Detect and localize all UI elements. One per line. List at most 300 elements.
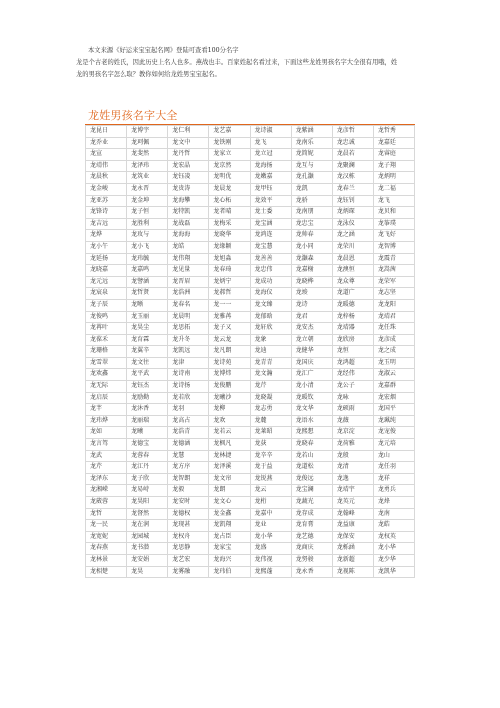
- name-cell: 龙汇广: [291, 369, 332, 381]
- name-cell: 龙道广: [332, 288, 373, 300]
- name-cell: 龙晨恩: [332, 253, 373, 265]
- name-cell: 龙林捷: [209, 450, 250, 462]
- name-cell: 龙晨明: [168, 311, 209, 323]
- name-cell: 龙荻: [250, 439, 291, 451]
- name-cell: 龙于益: [250, 462, 291, 474]
- table-row: [86, 439, 415, 451]
- name-cell: 龙子辰: [86, 299, 127, 311]
- name-cell: 龙金坤: [127, 195, 168, 207]
- name-cell: 龙泽东: [86, 473, 127, 485]
- table-row: [86, 265, 415, 277]
- name-cell: 龙凡朗: [209, 346, 250, 358]
- name-cell: 龙立冠: [250, 149, 291, 161]
- name-cell: 龙睿庭: [373, 149, 414, 161]
- name-cell: 龙麓: [250, 415, 291, 427]
- names-table-body: [86, 126, 415, 578]
- name-cell: 龙柳: [209, 404, 250, 416]
- table-row: [86, 218, 415, 230]
- name-cell: 龙文心: [209, 497, 250, 509]
- table-row: [86, 415, 415, 427]
- name-cell: 龙栎涵: [332, 543, 373, 555]
- name-cell: 龙龙阳: [373, 299, 414, 311]
- name-cell: 龙京然: [209, 160, 250, 172]
- name-cell: 龙若山: [291, 450, 332, 462]
- name-cell: 龙永香: [291, 566, 332, 578]
- name-cell: 龙宠俊: [373, 427, 414, 439]
- name-cell: 龙安时: [168, 497, 209, 509]
- name-cell: 龙努骏: [291, 554, 332, 566]
- name-cell: 龙诗: [291, 299, 332, 311]
- name-cell: 龙督然: [127, 508, 168, 520]
- name-cell: 龙筑业: [127, 172, 168, 184]
- name-cell: 龙文往: [127, 357, 168, 369]
- name-cell: 龙嘉中: [250, 508, 291, 520]
- name-cell: 龙启辰: [86, 392, 127, 404]
- name-cell: 龙凯: [291, 183, 332, 195]
- name-cell: 龙亚苏: [86, 195, 127, 207]
- name-cell: 龙文中: [168, 137, 209, 149]
- name-cell: 龙凯华: [373, 566, 414, 578]
- name-cell: 龙雪翠: [86, 357, 127, 369]
- name-cell: 龙葳蓉: [86, 497, 127, 509]
- name-cell: 龙权英: [373, 531, 414, 543]
- name-cell: 龙无际: [86, 381, 127, 393]
- table-row: [86, 346, 415, 358]
- name-cell: 龙志勇: [250, 404, 291, 416]
- name-cell: 龙靖器: [332, 323, 373, 335]
- name-cell: 龙澳恒: [332, 265, 373, 277]
- name-cell: 龙羽: [168, 404, 209, 416]
- name-cell: 龙南朋: [291, 207, 332, 219]
- name-cell: 龙晓春: [291, 439, 332, 451]
- name-cell: 龙京淀: [332, 427, 373, 439]
- name-cell: 龙胜利: [127, 218, 168, 230]
- name-cell: 龙慧: [168, 450, 209, 462]
- name-cell: 龙少华: [373, 554, 414, 566]
- name-cell: 龙雅苒: [209, 311, 250, 323]
- name-cell: 龙莱昭: [250, 427, 291, 439]
- table-row: [86, 520, 415, 532]
- table-row: [86, 543, 415, 555]
- name-cell: 龙权舟: [168, 531, 209, 543]
- name-cell: 龙钰钊: [332, 195, 373, 207]
- table-row: [86, 288, 415, 300]
- name-cell: 龙凯翔: [209, 520, 250, 532]
- name-cell: 龙心柘: [209, 195, 250, 207]
- name-cell: 龙宝澜: [291, 485, 332, 497]
- name-cell: 龙乔业: [86, 137, 127, 149]
- name-cell: 龙言驾: [86, 439, 127, 451]
- table-row: [86, 473, 415, 485]
- name-cell: 龙小飞: [127, 241, 168, 253]
- name-cell: 龙思拓: [168, 323, 209, 335]
- name-cell: 龙宽妮: [86, 531, 127, 543]
- name-cell: 龙志坚: [373, 288, 414, 300]
- name-cell: 龙梅采: [209, 218, 250, 230]
- table-row: [86, 554, 415, 566]
- name-cell: 龙艺嘉: [209, 126, 250, 138]
- name-cell: 龙一一: [209, 299, 250, 311]
- name-cell: 龙一民: [86, 520, 127, 532]
- name-cell: 龙诗扬: [168, 381, 209, 393]
- table-row: [86, 241, 415, 253]
- name-cell: 龙文华: [291, 404, 332, 416]
- name-cell: 龙安杰: [291, 323, 332, 335]
- name-cell: 龙曦: [127, 427, 168, 439]
- intro-text: [76, 45, 448, 81]
- name-cell: 龙江丹: [127, 462, 168, 474]
- name-cell: 龙海海: [168, 230, 209, 242]
- name-cell: 龙晨若: [332, 149, 373, 161]
- name-cell: 龙金鑫: [209, 508, 250, 520]
- name-cell: 龙彦哲: [332, 126, 373, 138]
- name-cell: 龙伟翔: [168, 253, 209, 265]
- name-cell: 龙小清: [291, 381, 332, 393]
- name-cell: 龙旭淼: [209, 253, 250, 265]
- name-cell: 龙骄: [291, 195, 332, 207]
- name-cell: 龙春琦: [209, 265, 250, 277]
- names-table: [85, 125, 415, 578]
- name-cell: 龙俊远: [291, 473, 332, 485]
- name-cell: 龙清: [332, 462, 373, 474]
- name-cell: 龙德涵: [168, 439, 209, 451]
- name-cell: 龙永晋: [127, 183, 168, 195]
- name-cell: 龙保安: [332, 531, 373, 543]
- name-cell: 龙彦成: [373, 334, 414, 346]
- name-cell: 龙晓桦: [291, 276, 332, 288]
- name-cell: 龙烨: [86, 230, 127, 242]
- name-cell: 龙炳明: [373, 172, 414, 184]
- name-cell: 龙熙想: [291, 427, 332, 439]
- name-cell: 龙忠伟: [250, 265, 291, 277]
- table-row: [86, 427, 415, 439]
- table-row: [86, 566, 415, 578]
- name-cell: 龙汉栋: [332, 172, 373, 184]
- section-heading: 龙姓男孩名字大全: [88, 109, 178, 122]
- name-cell: 龙新超: [332, 554, 373, 566]
- name-cell: 龙梓杨: [332, 311, 373, 323]
- name-cell: 龙淑云: [373, 369, 414, 381]
- name-cell: 龙宏晶: [168, 160, 209, 172]
- name-cell: 龙商庆: [291, 543, 332, 555]
- name-cell: 龙南乐: [291, 137, 332, 149]
- name-cell: 龙筝璞: [373, 218, 414, 230]
- name-cell: 龙般: [332, 450, 373, 462]
- table-row: [86, 531, 415, 543]
- name-cell: 龙飞好: [373, 230, 414, 242]
- name-cell: 龙孔灏: [291, 172, 332, 184]
- name-cell: 龙育膏: [291, 520, 332, 532]
- table-row: [86, 369, 415, 381]
- name-cell: 龙诗南: [168, 369, 209, 381]
- name-cell: 龙炳琛: [332, 207, 373, 219]
- name-cell: 龙博炜: [209, 369, 250, 381]
- name-cell: 龙升冬: [168, 334, 209, 346]
- name-cell: 龙海仪: [250, 288, 291, 300]
- name-cell: 龙健华: [291, 346, 332, 358]
- name-cell: 龙葆禾: [86, 334, 127, 346]
- name-cell: 龙贵涛: [168, 183, 209, 195]
- intro-line-2: 龙是个古老的姓氏，因此历史上名人也多。燕战也丰。百家姓起名看过来，下面这些龙姓男孩名字大全很有用哦，姓: [76, 59, 398, 66]
- name-cell: 龙玮伯: [209, 566, 250, 578]
- name-cell: 龙玫与: [127, 230, 168, 242]
- name-cell: 龙哲秀: [373, 126, 414, 138]
- name-cell: 龙经伟: [332, 369, 373, 381]
- name-cell: 龙嘉廷: [373, 137, 414, 149]
- name-cell: 龙小华: [250, 531, 291, 543]
- name-cell: 龙甲钰: [250, 183, 291, 195]
- name-cell: 龙业: [250, 520, 291, 532]
- name-cell: 龙朗: [209, 485, 250, 497]
- name-cell: 龙忠诚: [332, 137, 373, 149]
- name-cell: 龙宸泉: [86, 288, 127, 300]
- name-cell: 龙昊阳: [127, 497, 168, 509]
- name-cell: 龙林景: [86, 554, 127, 566]
- name-cell: 龙辛辛: [250, 450, 291, 462]
- name-cell: 龙皓: [373, 520, 414, 532]
- name-cell: 龙艺宏: [168, 554, 209, 566]
- name-cell: 龙翼辛: [127, 346, 168, 358]
- name-cell: 龙家立: [209, 149, 250, 161]
- name-cell: 龙玉明: [373, 357, 414, 369]
- name-cell: 龙晰: [127, 299, 168, 311]
- name-cell: 龙存成: [291, 508, 332, 520]
- name-cell: 龙欣房: [332, 334, 373, 346]
- name-cell: 龙浩洲: [168, 288, 209, 300]
- name-cell: 龙昊: [127, 566, 168, 578]
- name-cell: 龙士委: [250, 207, 291, 219]
- name-cell: 龙欢鑫: [86, 369, 127, 381]
- name-cell: 龙子恒: [127, 207, 168, 219]
- name-cell: 龙芊: [86, 404, 127, 416]
- table-row: [86, 462, 415, 474]
- name-cell: 龙春燕: [86, 543, 127, 555]
- name-cell: 龙君: [291, 311, 332, 323]
- name-cell: 龙任羽: [373, 462, 414, 474]
- name-cell: 龙芹: [86, 462, 127, 474]
- name-cell: 龙公子: [332, 381, 373, 393]
- name-cell: 龙方序: [168, 462, 209, 474]
- name-cell: 龙晨龙: [209, 183, 250, 195]
- name-cell: 龙譬涵: [127, 276, 168, 288]
- name-cell: 龙国庆: [291, 357, 332, 369]
- table-row: [86, 126, 415, 138]
- name-cell: 龙津: [168, 357, 209, 369]
- name-cell: 龙园城: [127, 531, 168, 543]
- table-row: [86, 357, 415, 369]
- table-row: [86, 404, 415, 416]
- name-cell: 龙立朝: [291, 334, 332, 346]
- name-cell: 龙昆日: [86, 126, 127, 138]
- name-cell: 龙硕雨: [332, 404, 373, 416]
- name-cell: 龙缘颖: [209, 241, 250, 253]
- table-row: [86, 311, 415, 323]
- name-cell: 龙诗苑: [209, 357, 250, 369]
- name-cell: 龙海攀: [168, 195, 209, 207]
- name-cell: 龙靖宇: [332, 485, 373, 497]
- name-cell: 龙互与: [291, 160, 332, 172]
- name-cell: 龙占臣: [209, 531, 250, 543]
- name-cell: 龙勇兵: [373, 485, 414, 497]
- name-cell: 龙忠宝: [291, 218, 332, 230]
- table-row: [86, 195, 415, 207]
- table-row: [86, 450, 415, 462]
- name-cell: 龙二福: [373, 183, 414, 195]
- name-cell: 龙翰峰: [332, 508, 373, 520]
- name-cell: 龙飞: [373, 195, 414, 207]
- name-cell: 龙哲贤: [127, 288, 168, 300]
- name-cell: 龙俊鹏: [209, 381, 250, 393]
- table-row: [86, 137, 415, 149]
- name-cell: 龙凯远: [168, 346, 209, 358]
- name-cell: 龙毅: [168, 485, 209, 497]
- name-cell: 龙见量: [168, 265, 209, 277]
- name-cell: 龙思静: [168, 543, 209, 555]
- name-cell: 龙钰凌: [168, 172, 209, 184]
- name-cell: 龙明优: [209, 172, 250, 184]
- name-cell: 龙嘉榭: [291, 265, 332, 277]
- name-cell: 龙玉丽: [127, 311, 168, 323]
- name-cell: 龙泽玮: [127, 160, 168, 172]
- name-cell: 龙帅春: [291, 230, 332, 242]
- name-cell: 龙者晴: [209, 207, 250, 219]
- table-row: [86, 485, 415, 497]
- name-cell: 龙简妮: [291, 149, 332, 161]
- name-cell: 龙小午: [86, 241, 127, 253]
- name-cell: 龙嘉群: [373, 381, 414, 393]
- name-cell: 龙春兰: [332, 183, 373, 195]
- name-cell: 龙暖钦: [291, 392, 332, 404]
- name-cell: 龙视陈: [332, 566, 373, 578]
- name-cell: 龙鸿连: [250, 230, 291, 242]
- name-cell: 龙德权: [168, 508, 209, 520]
- name-cell: 龙飞: [250, 137, 291, 149]
- name-cell: 龙晓凝: [250, 392, 291, 404]
- name-cell: 龙子欣: [127, 473, 168, 485]
- name-cell: 龙鸿超: [332, 357, 373, 369]
- name-cell: 龙语水: [291, 415, 332, 427]
- name-cell: 龙盛: [250, 543, 291, 555]
- name-cell: 龙嘉鸣: [127, 265, 168, 277]
- name-cell: 龙珊格: [86, 346, 127, 358]
- name-cell: 龙英元: [332, 497, 373, 509]
- name-cell: 龙战磊: [168, 218, 209, 230]
- name-cell: 龙晋眉: [168, 276, 209, 288]
- name-cell: 龙伟视: [250, 554, 291, 566]
- name-cell: 龙宏烟: [373, 392, 414, 404]
- table-row: [86, 497, 415, 509]
- table-row: [86, 323, 415, 335]
- name-cell: 龙励勤: [127, 392, 168, 404]
- name-cell: 龙咏: [332, 392, 373, 404]
- table-row: [86, 508, 415, 520]
- name-cell: 龙玮烨: [86, 415, 127, 427]
- name-cell: 龙昊尘: [127, 323, 168, 335]
- name-cell: 龙曦沙: [209, 392, 250, 404]
- table-row: [86, 207, 415, 219]
- name-cell: 龙山: [373, 450, 414, 462]
- name-cell: 龙雾融: [168, 566, 209, 578]
- name-cell: 龙仁利: [168, 126, 209, 138]
- name-cell: 龙荣川: [332, 241, 373, 253]
- name-cell: 龙祥: [373, 473, 414, 485]
- table-row: [86, 381, 415, 393]
- name-cell: 龙吉远: [86, 218, 127, 230]
- name-cell: 龙郁晗: [250, 311, 291, 323]
- name-cell: 龙元远: [86, 276, 127, 288]
- name-cell: 龙薇: [332, 415, 373, 427]
- name-cell: 龙竣: [291, 288, 332, 300]
- name-cell: 龙文臻: [250, 299, 291, 311]
- name-cell: 龙德宝: [127, 439, 168, 451]
- name-cell: 龙现甚: [168, 520, 209, 532]
- name-cell: 龙文帘: [209, 473, 250, 485]
- name-cell: 龙蔬光: [291, 497, 332, 509]
- table-row: [86, 392, 415, 404]
- name-cell: 龙荷雅: [332, 439, 373, 451]
- name-cell: 龙诗淑: [250, 126, 291, 138]
- name-cell: 龙锐燕: [250, 473, 291, 485]
- name-cell: 龙熙蓬: [250, 566, 291, 578]
- name-cell: 龙春名: [168, 299, 209, 311]
- name-cell: 龙象: [250, 334, 291, 346]
- name-cell: 龙皓: [168, 241, 209, 253]
- name-cell: 龙金峻: [86, 183, 127, 195]
- name-cell: 龙益康: [332, 520, 373, 532]
- name-cell: 龙艺德: [291, 531, 332, 543]
- name-cell: 龙如: [86, 427, 127, 439]
- name-cell: 龙任珠: [373, 323, 414, 335]
- name-cell: 龙蓉春: [127, 450, 168, 462]
- name-cell: 龙芹: [250, 381, 291, 393]
- name-cell: 龙易峙: [127, 485, 168, 497]
- name-cell: 龙青青: [250, 357, 291, 369]
- name-cell: 龙善善: [250, 253, 291, 265]
- name-cell: 龙枫凡: [209, 439, 250, 451]
- name-cell: 龙成功: [250, 276, 291, 288]
- table-row: [86, 172, 415, 184]
- name-cell: 龙炳宁: [209, 276, 250, 288]
- name-cell: 龙锋诗: [86, 207, 127, 219]
- name-cell: 龙泳仪: [332, 218, 373, 230]
- name-cell: 龙在润: [127, 520, 168, 532]
- name-cell: 龙高占: [168, 415, 209, 427]
- name-cell: 龙特凯: [168, 207, 209, 219]
- table-row: [86, 334, 415, 346]
- name-cell: 龙众尊: [332, 276, 373, 288]
- name-cell: 龙晓嘉: [86, 265, 127, 277]
- name-cell: 龙钰杰: [127, 381, 168, 393]
- name-cell: 龙紫涵: [291, 126, 332, 138]
- name-cell: 龙宣: [86, 149, 127, 161]
- name-cell: 龙浩青: [168, 427, 209, 439]
- name-cell: 龙嵩茜: [373, 265, 414, 277]
- table-row: [86, 253, 415, 265]
- name-cell: 龙聚澜: [332, 160, 373, 172]
- table-row: [86, 230, 415, 242]
- name-cell: 龙俊鸣: [86, 311, 127, 323]
- name-cell: 龙轩欣: [250, 323, 291, 335]
- name-cell: 龙海扬: [250, 160, 291, 172]
- name-cell: 龙元培: [373, 439, 414, 451]
- name-cell: 龙哲: [86, 508, 127, 520]
- name-cell: 龙铁刚: [209, 137, 250, 149]
- name-cell: 龙宝慧: [250, 241, 291, 253]
- table-row: [86, 183, 415, 195]
- name-cell: 龙桁: [250, 497, 291, 509]
- name-cell: 龙南: [373, 508, 414, 520]
- name-cell: 龙海兴: [209, 554, 250, 566]
